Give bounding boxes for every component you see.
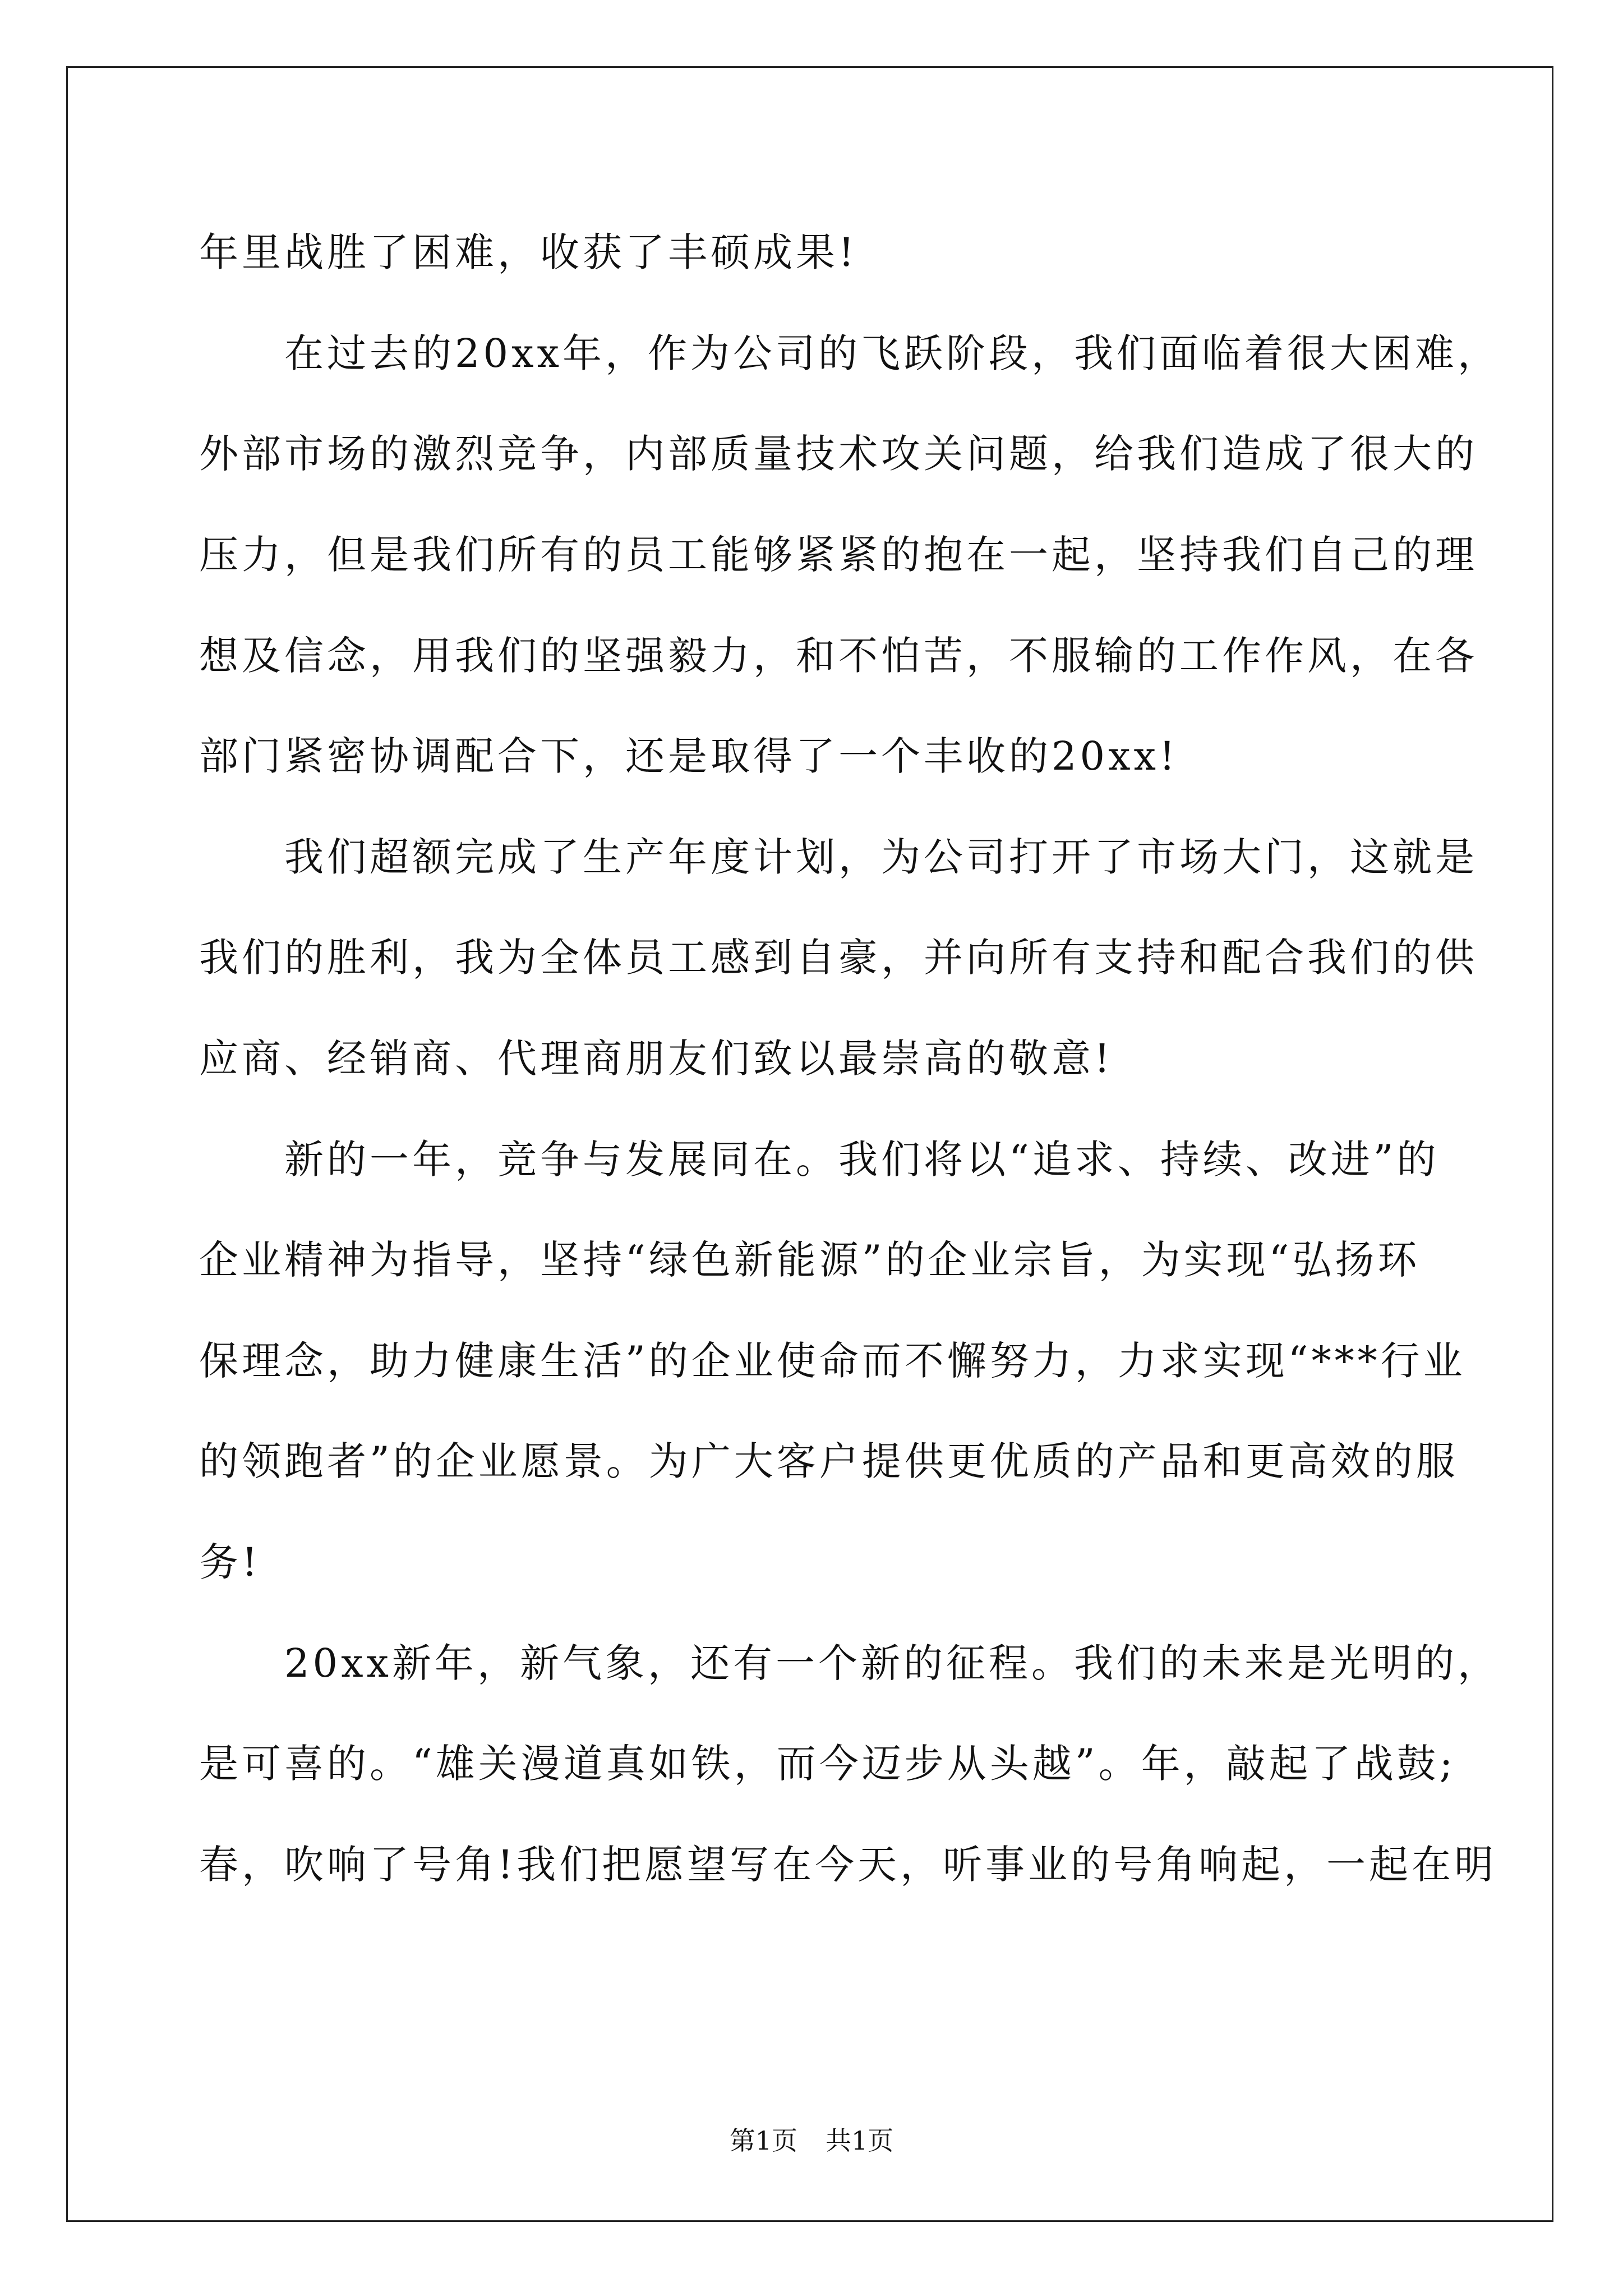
text-line-13: 的领跑者”的企业愿景。为广大客户提供更优质的产品和更高效的服 [199,1438,1459,1484]
page-number-total: 共1页 [826,2125,894,2156]
text-line-15: 20xx新年，新气象，还有一个新的征程。我们的未来是光明的， [199,1640,1501,1686]
text-line-14: 务! [199,1539,261,1585]
text-line-12: 保理念，助力健康生活”的企业使命而不懈努力，力求实现“***行业 [199,1338,1466,1384]
text-line-4: 压力，但是我们所有的员工能够紧紧的抱在一起，坚持我们自己的理 [199,532,1478,578]
text-line-16: 是可喜的。“雄关漫道真如铁，而今迈步从头越”。年，敲起了战鼓; [199,1741,1456,1787]
text-line-1: 年里战胜了困难，收获了丰硕成果! [199,229,858,275]
text-line-6: 部门紧密协调配合下，还是取得了一个丰收的20xx! [199,733,1179,779]
text-line-9: 应商、经销商、代理商朋友们致以最崇高的敬意! [199,1036,1114,1082]
text-line-10: 新的一年，竞争与发展同在。我们将以“追求、持续、改进”的 [199,1137,1440,1182]
text-line-2: 在过去的20xx年，作为公司的飞跃阶段，我们面临着很大困难， [199,330,1501,376]
page-number-current: 第1页 [729,2125,797,2156]
text-line-11: 企业精神为指导，坚持“绿色新能源”的企业宗旨，为实现“弘扬环 [199,1237,1421,1283]
text-line-17: 春，吹响了号角!我们把愿望写在今天，听事业的号角响起，一起在明 [199,1842,1497,1888]
text-line-7: 我们超额完成了生产年度计划，为公司打开了市场大门，这就是 [199,834,1478,880]
text-line-5: 想及信念，用我们的坚强毅力，和不怕苦，不服输的工作作风，在各 [199,633,1478,679]
text-line-8: 我们的胜利，我为全体员工感到自豪，并向所有支持和配合我们的供 [199,935,1478,981]
text-line-3: 外部市场的激烈竞争，内部质量技术攻关问题，给我们造成了很大的 [199,431,1478,477]
page-footer [0,2124,1623,2157]
